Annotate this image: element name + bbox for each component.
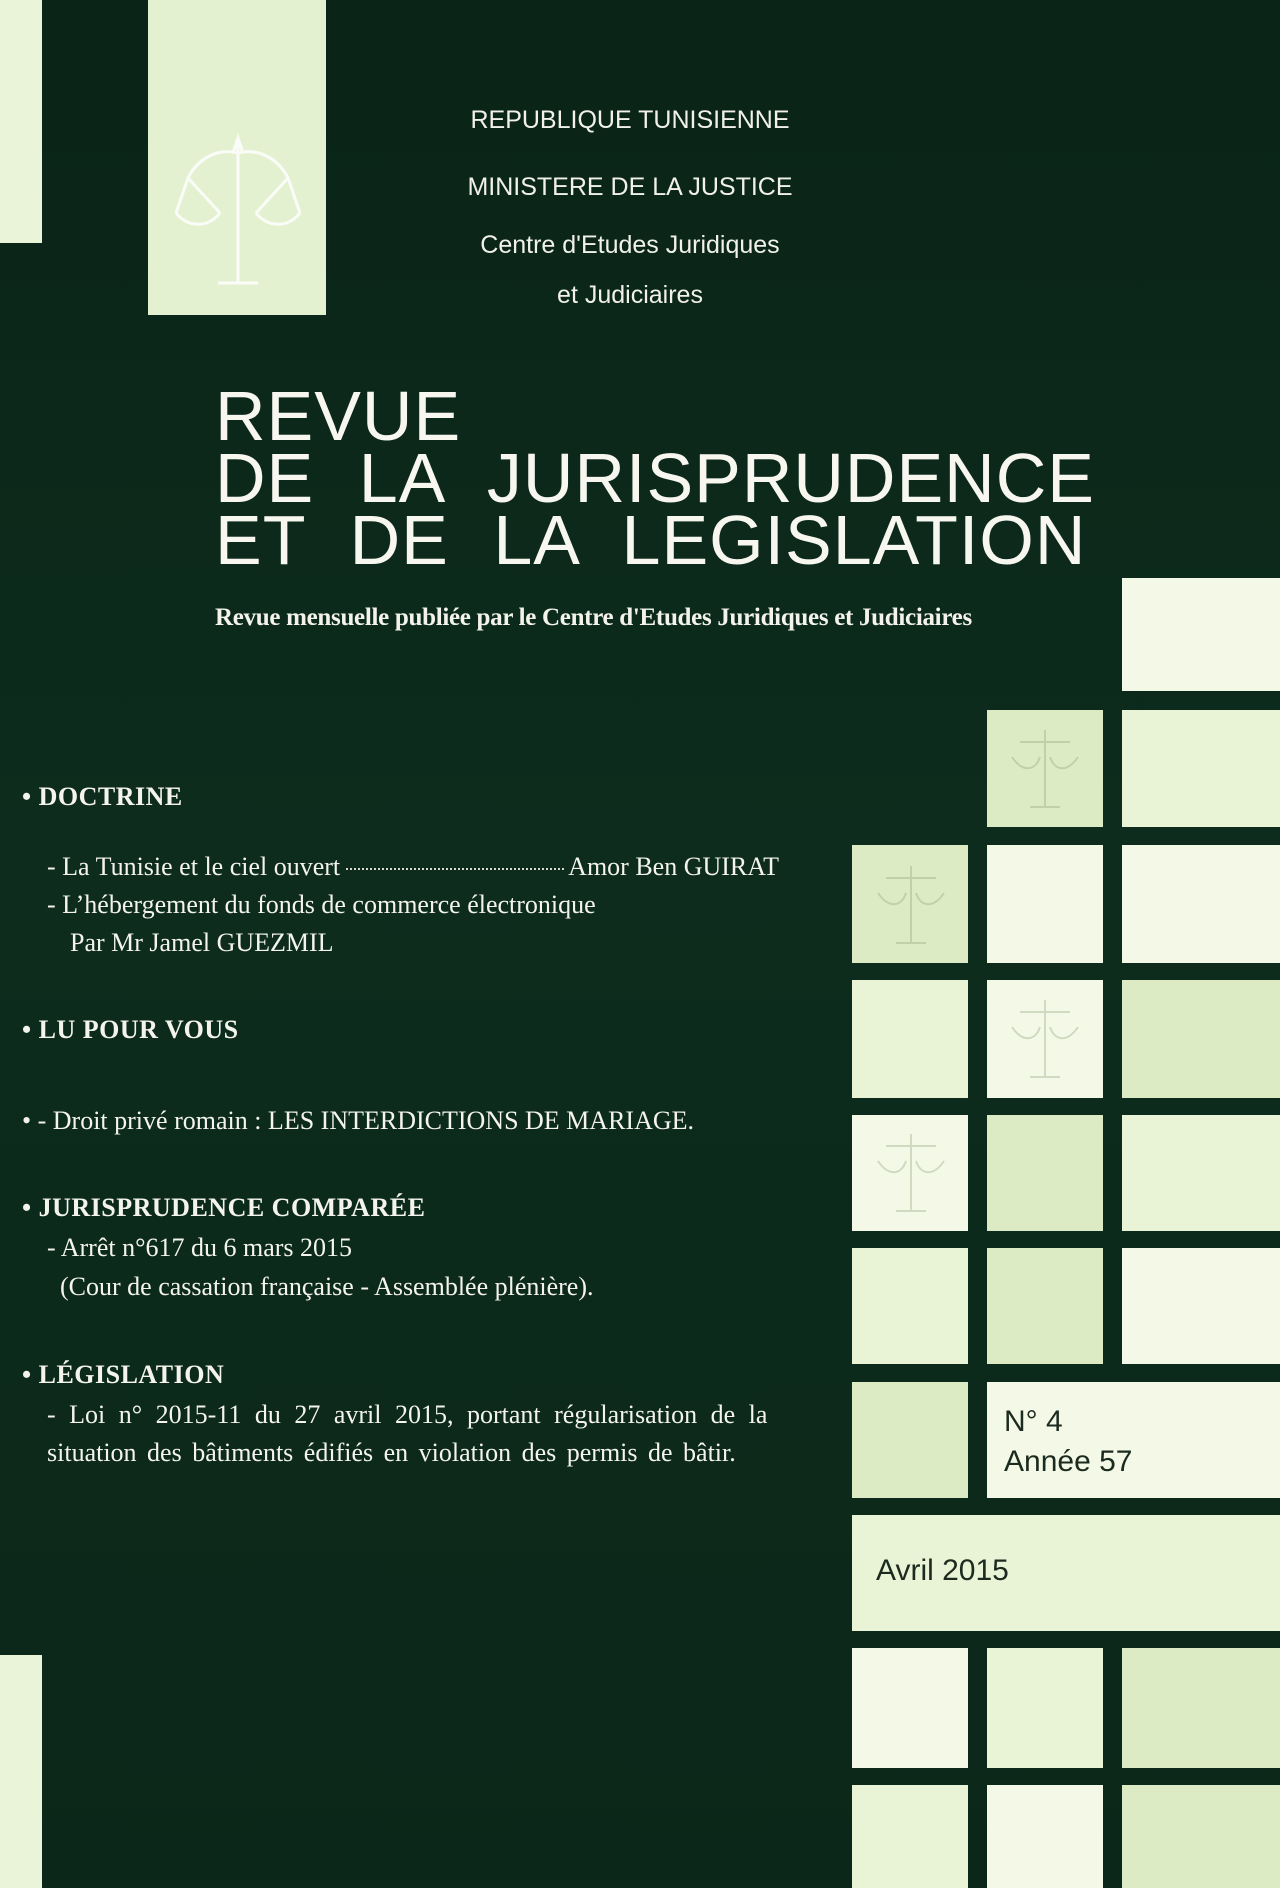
- scales-watermark-icon: [866, 858, 956, 950]
- grid-tile: [987, 1248, 1103, 1364]
- issue-number-label: N° 4: [1004, 1405, 1063, 1438]
- grid-tile: [1122, 980, 1280, 1098]
- grid-tile: [852, 980, 968, 1098]
- doctrine-item-2-author: Par Mr Jamel GUEZMIL: [70, 928, 334, 957]
- section-heading-lu-pour-vous: • LU POUR VOUS: [22, 1015, 239, 1044]
- grid-tile: [852, 1382, 968, 1498]
- decorative-strip-top: [0, 0, 42, 243]
- grid-tile: [1122, 845, 1280, 963]
- centre-label-line2: et Judiciaires: [557, 281, 703, 309]
- grid-tile: [1122, 1248, 1280, 1364]
- grid-tile: [987, 1115, 1103, 1231]
- grid-tile: [987, 845, 1103, 963]
- section-heading-doctrine: • DOCTRINE: [22, 782, 183, 811]
- doctrine-item-1-title: - La Tunisie et le ciel ouvert: [47, 852, 341, 881]
- grid-tile: [1122, 710, 1280, 827]
- scales-watermark-icon: [1000, 992, 1090, 1084]
- centre-label-line1: Centre d'Etudes Juridiques: [480, 231, 780, 259]
- scales-watermark-icon: [866, 1126, 956, 1218]
- grid-tile: [1122, 1115, 1280, 1231]
- grid-tile: [852, 1648, 968, 1768]
- legislation-line-1: - Loi n° 2015-11 du 27 avril 2015, portant régularisation de la: [47, 1400, 768, 1429]
- grid-tile: [1122, 1648, 1280, 1768]
- doctrine-item-1-author: Amor Ben GUIRAT: [568, 852, 780, 881]
- doctrine-item-2-title: - L’hébergement du fonds de commerce électronique: [47, 890, 596, 919]
- title-line1: REVUE: [215, 377, 462, 455]
- jurisprudence-line-1: - Arrêt n°617 du 6 mars 2015: [47, 1233, 353, 1262]
- title-line2: DE LA JURISPRUDENCE: [215, 439, 1095, 517]
- legislation-line-2: situation des bâtiments édifiés en violation des permis de bâtir.: [47, 1438, 736, 1467]
- grid-tile: [852, 1248, 968, 1364]
- doctrine-item-1: [47, 852, 779, 882]
- ministry-logo-box: [148, 0, 326, 315]
- grid-tile: [1122, 578, 1280, 691]
- ministry-label: MINISTERE DE LA JUSTICE: [467, 173, 793, 201]
- issue-year-label: Année 57: [1004, 1445, 1133, 1478]
- scales-of-justice-icon: [158, 118, 318, 308]
- grid-tile: [987, 1785, 1103, 1888]
- journal-subtitle: Revue mensuelle publiée par le Centre d'Etudes Juridiques et Judiciaires: [215, 604, 972, 631]
- leader-dots: [346, 868, 564, 870]
- section-heading-legislation: • LÉGISLATION: [22, 1360, 225, 1389]
- grid-tile: [987, 1648, 1103, 1768]
- section-heading-jurisprudence: • JURISPRUDENCE COMPARÉE: [22, 1193, 426, 1222]
- issue-number: [1004, 1402, 1132, 1482]
- scales-watermark-icon: [1000, 722, 1090, 814]
- issue-date: Avril 2015: [876, 1554, 1009, 1587]
- jurisprudence-line-2: (Cour de cassation française - Assemblée plénière).: [60, 1272, 594, 1301]
- lu-pour-vous-item: • - Droit privé romain : LES INTERDICTIONS DE MARIAGE.: [22, 1106, 695, 1135]
- decorative-strip-bottom: [0, 1655, 42, 1888]
- republic-label: REPUBLIQUE TUNISIENNE: [470, 106, 790, 134]
- grid-tile: [1122, 1785, 1280, 1888]
- title-line3: ET DE LA LEGISLATION: [215, 501, 1087, 579]
- journal-title: [215, 377, 1095, 579]
- issuing-authority: [420, 108, 840, 308]
- grid-tile: [852, 1785, 968, 1888]
